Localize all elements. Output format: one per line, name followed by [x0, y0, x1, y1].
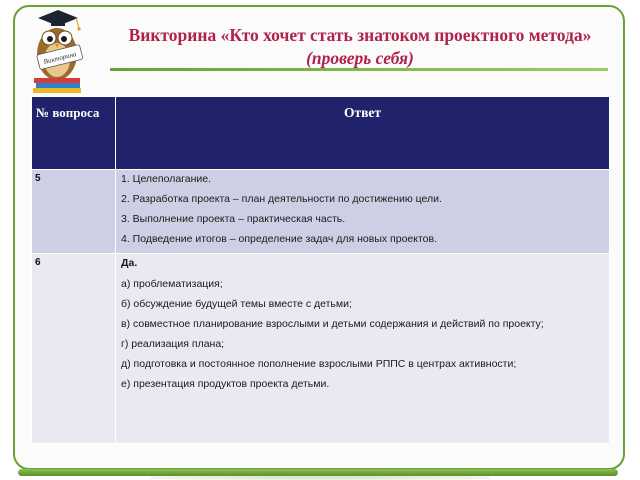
mascot-sign-text: Викторина [42, 50, 78, 66]
question-number-cell: 5 [32, 170, 116, 254]
header-answer: Ответ [116, 97, 610, 170]
title-sub: (проверь себя) [306, 48, 414, 68]
answer-line: 3. Выполнение проекта – практическая часть. [121, 213, 346, 225]
answer-line: б) обсуждение будущей темы вместе с детьми; [121, 298, 352, 310]
answer-line: 4. Подведение итогов – определение задач для новых проектов. [121, 233, 437, 245]
answer-line: Да. [121, 257, 138, 269]
answer-line: в) совместное планирование взрослыми и детьми содержания и действий по проекту; [121, 318, 544, 330]
answer-line: г) реализация плана; [121, 338, 225, 350]
table-header-row [32, 97, 610, 170]
title-underline [110, 68, 608, 71]
title-main: Викторина «Кто хочет стать знатоком проектного метода» [128, 25, 592, 45]
table-row [32, 254, 610, 444]
owl-mascot-icon [24, 8, 94, 94]
answers-table [31, 96, 610, 444]
table-row [32, 170, 610, 254]
answer-line: д) подготовка и постоянное пополнение взрослыми РППС в центрах активности; [121, 358, 517, 370]
answer-line: 1. Целеполагание. [121, 173, 212, 185]
answer-line: е) презентация продуктов проекта детьми. [121, 378, 330, 390]
answer-line: а) проблематизация; [121, 278, 223, 290]
question-number-cell: 6 [32, 254, 116, 444]
answer-line: 2. Разработка проекта – план деятельности по достижению цели. [121, 193, 442, 205]
answer-cell [116, 170, 610, 254]
bottom-glow [150, 475, 490, 480]
slide-title [100, 24, 620, 70]
header-question-number: № вопроса [32, 97, 116, 170]
answer-cell [116, 254, 610, 444]
